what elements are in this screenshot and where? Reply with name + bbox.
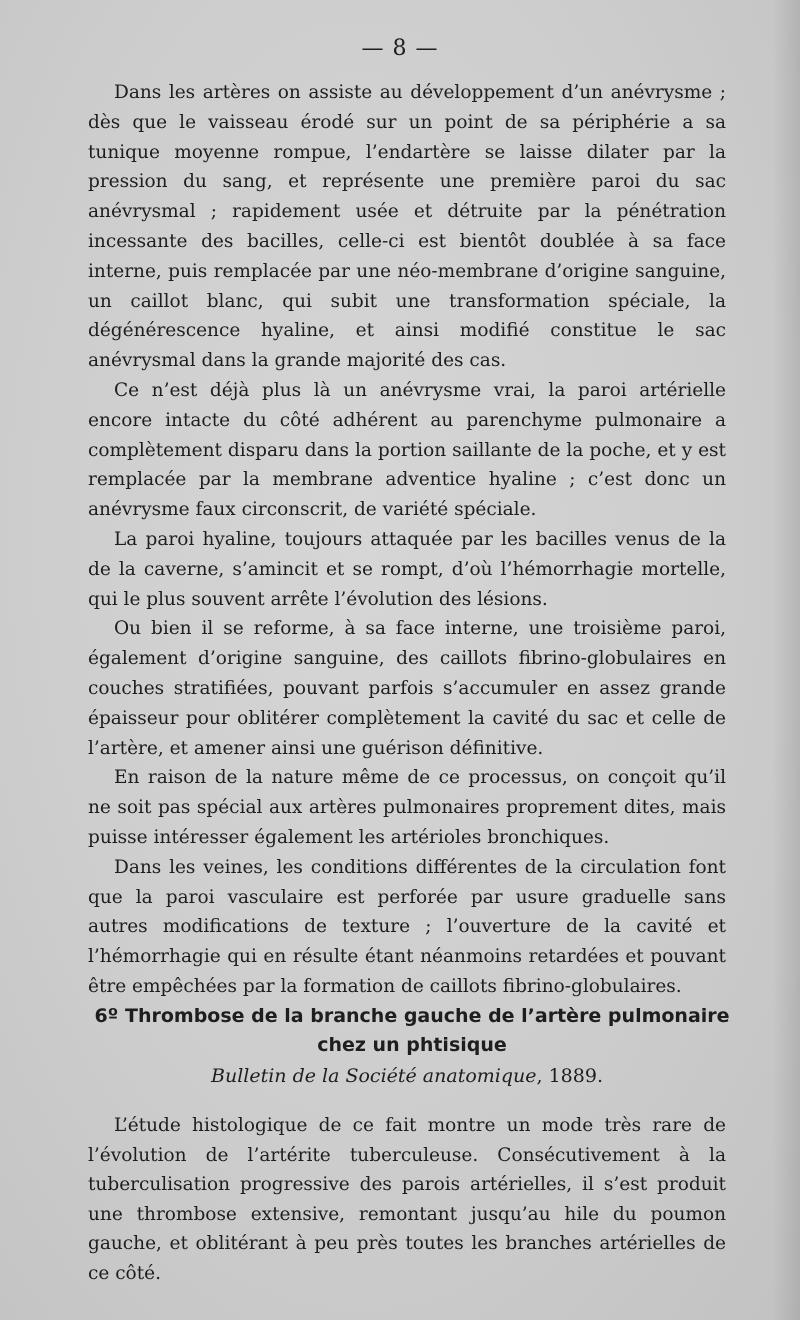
paragraph-hyaline-wall: La paroi hyaline, toujours attaquée par les bacilles venus de la de la caverne, s’amincit et se rompt, d’où l’hémorrhagie mortelle, qui le plus souvent arrête l’évolution des lésions. [88, 528, 726, 610]
section-heading-line1: 6º Thrombose de la branche gauche de l’artère pulmonaire [94, 1005, 730, 1027]
page-number: — 8 — [361, 36, 439, 61]
citation-year: , 1889. [536, 1065, 603, 1087]
paragraph-third-wall: Ou bien il se reforme, à sa face interne, une troisième paroi, également d’origine sanguine, des caillots fibrino-globulaires en couches stratifiées, pouvant parfois s’accumuler en assez grande épaisseur pour oblitérer complètement la cavité du sac et celle de l’artère, et amener ainsi une guérison définitive. [88, 618, 726, 759]
paragraph-bronchial-arterioles: En raison de la nature même de ce processus, on conçoit qu’il ne soit pas spécial aux artères pulmonaires proprement dites, mais puisse intéresser également les artérioles bronchiques. [88, 767, 726, 848]
citation [88, 1062, 726, 1090]
paragraph-histology: L’étude histologique de ce fait montre un mode très rare de l’évolution de l’artérite tuberculeuse. Consécutivement à la tuberculisation progressive des parois artérielles, il s’est produit une thrombose extensive, remontant jusqu’au hile du poumon gauche, et oblitérant à peu près toutes les branches artérielles de ce côté. [88, 1115, 726, 1284]
page-edge-shadow [772, 0, 800, 1320]
paragraph-arteries: Dans les artères on assiste au développement d’un anévrysme ; dès que le vaisseau érodé sur un point de sa périphérie a sa tunique moyenne rompue, l’endartère se laisse dilater par la pression du sang, et représente une première paroi du sac anévrysmal ; rapidement usée et détruite par la pénétration incessante des bacilles, celle-ci est bientôt doublée à sa face interne, puis remplacée par une néo-membrane d’origine sanguine, un caillot blanc, qui subit une transformation spéciale, la dégénérescence hyaline, et ainsi modifié constitue le sac anévrysmal dans la grande majorité des cas. [88, 82, 726, 372]
paragraph-veins: Dans les veines, les conditions différentes de la circulation font que la paroi vasculaire est perforée par usure graduelle sans autres modifications de texture ; l’ouverture de la cavité et l’hémorrhagie qui en résulte étant néanmoins retardées et pouvant être empêchées par la formation de caillots fibrino-globulaires. [88, 856, 726, 997]
paragraph-false-aneurysm: Ce n’est déjà plus là un anévrysme vrai, la paroi artérielle encore intacte du côté adhérent au parenchyme pulmonaire a complètement disparu dans la portion saillante de la poche, et y est remplacée par la membrane adventice hyaline ; c’est donc un anévrysme faux circonscrit, de variété spéciale. [88, 379, 726, 521]
section-heading-line2: chez un phtisique [317, 1034, 507, 1056]
body-text-part1 [88, 78, 726, 1002]
body-text-part2 [88, 1111, 726, 1288]
citation-journal: Bulletin de la Société anatomique [211, 1065, 537, 1087]
section-heading [88, 1002, 736, 1060]
